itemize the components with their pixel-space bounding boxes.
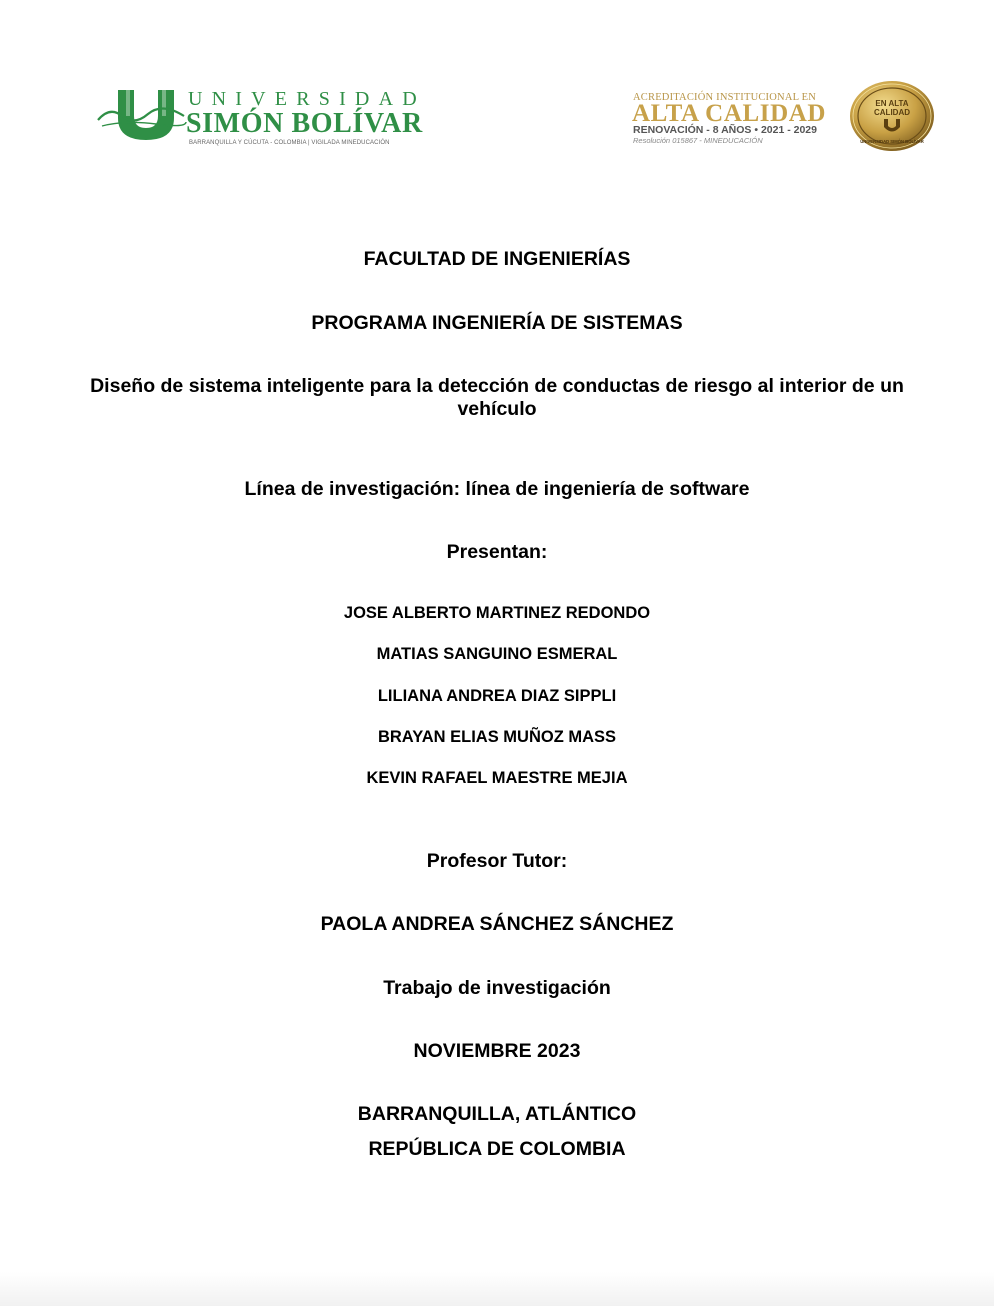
- presenter-name: MATIAS SANGUINO ESMERAL: [376, 645, 618, 663]
- program-heading: PROGRAMA INGENIERÍA DE SISTEMAS: [311, 312, 683, 334]
- seal-top-text: EN ALTA: [875, 99, 909, 108]
- university-logo: [96, 86, 456, 150]
- seal-mid-text: CALIDAD: [874, 108, 910, 117]
- university-tagline: BARRANQUILLA Y CÚCUTA - COLOMBIA | VIGILADA MINEDUCACIÓN: [189, 140, 390, 146]
- accreditation-logo: [630, 80, 940, 154]
- presenters-label: Presentan:: [446, 541, 548, 563]
- presenter-name: JOSE ALBERTO MARTINEZ REDONDO: [343, 604, 651, 622]
- research-line: Línea de investigación: línea de ingeniería de software: [244, 478, 750, 500]
- accreditation-line1: ACREDITACIÓN INSTITUCIONAL EN: [633, 92, 817, 103]
- presenter-name: LILIANA ANDREA DIAZ SIPPLI: [377, 687, 617, 705]
- tutor-name: PAOLA ANDREA SÁNCHEZ SÁNCHEZ: [320, 913, 674, 935]
- thesis-title-line1: Diseño de sistema inteligente para la detección de conductas de riesgo al interior de un: [90, 375, 904, 397]
- country-line: REPÚBLICA DE COLOMBIA: [368, 1138, 626, 1160]
- presenter-name: KEVIN RAFAEL MAESTRE MEJIA: [366, 769, 628, 787]
- thesis-title: [40, 375, 954, 421]
- work-type: Trabajo de investigación: [383, 977, 611, 999]
- document-date: NOVIEMBRE 2023: [413, 1040, 581, 1062]
- presenter-name: BRAYAN ELIAS MUÑOZ MASS: [377, 728, 617, 746]
- thesis-title-line2: vehículo: [457, 398, 537, 420]
- accreditation-seal-icon: [849, 80, 935, 152]
- university-emblem-icon: [96, 86, 188, 142]
- accreditation-line2: ALTA CALIDAD: [632, 100, 827, 127]
- university-name-line2: SIMÓN BOLÍVAR: [186, 108, 423, 139]
- university-name-line1: UNIVERSIDAD: [188, 88, 426, 110]
- tutor-label: Profesor Tutor:: [426, 850, 568, 872]
- faculty-heading: FACULTAD DE INGENIERÍAS: [363, 248, 631, 270]
- page-bottom-shadow: [0, 1272, 994, 1306]
- accreditation-line3: RENOVACIÓN - 8 AÑOS • 2021 - 2029: [633, 124, 817, 136]
- seal-bottom-text: UNIVERSIDAD SIMÓN BOLÍVAR: [860, 139, 924, 144]
- city-line: BARRANQUILLA, ATLÁNTICO: [357, 1103, 637, 1125]
- accreditation-line4: Resolución 015867 - MINEDUCACIÓN: [633, 136, 763, 145]
